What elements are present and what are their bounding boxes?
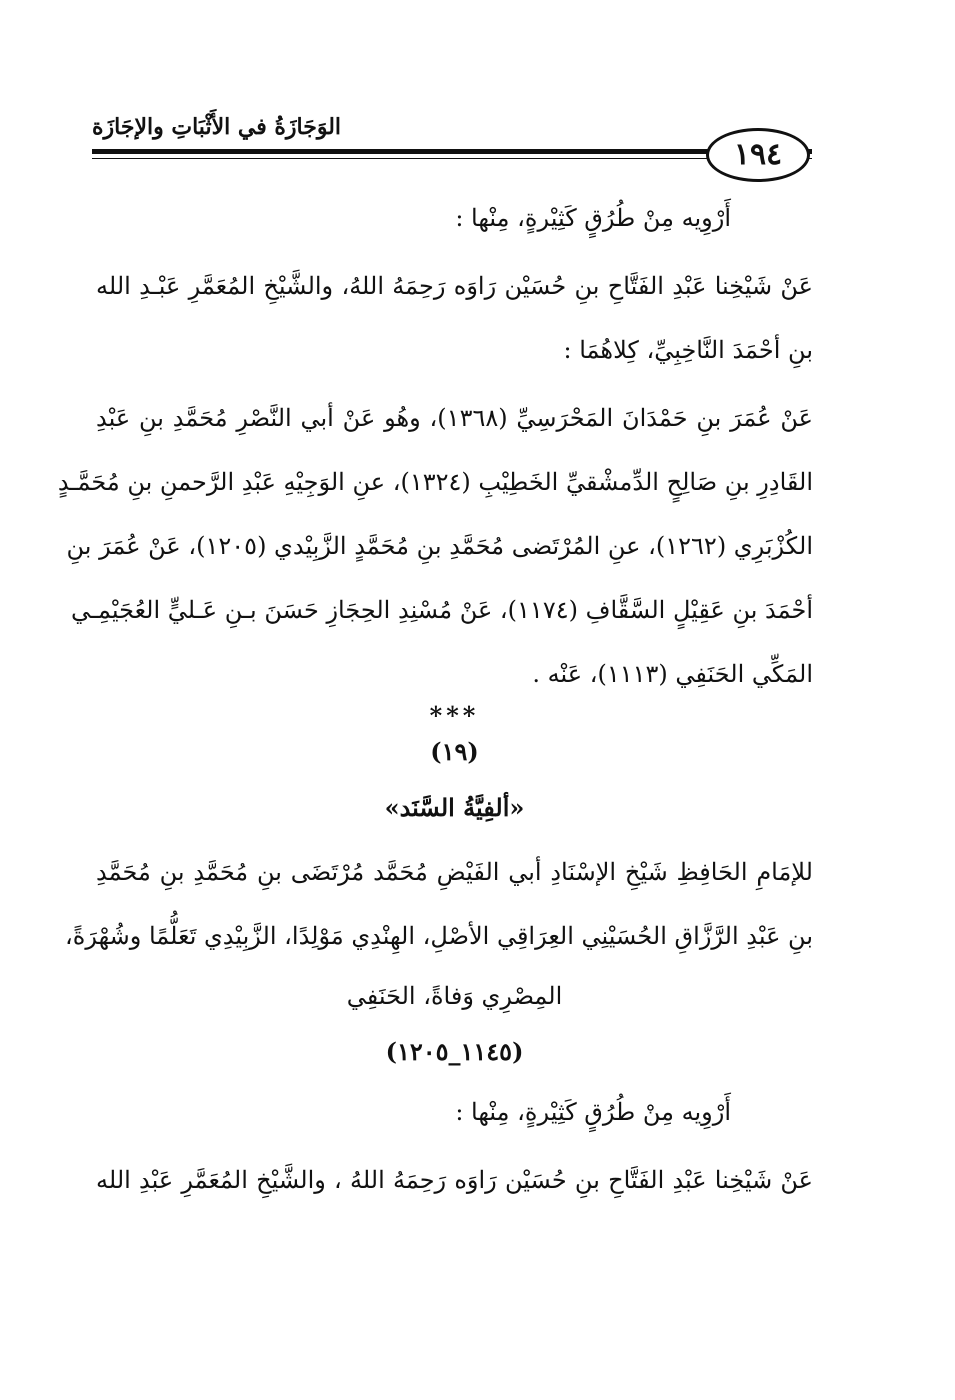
chain-line: القَادِرِ بنِ صَالِحٍ الدِّمشْقيِّ الخَطِيْبِ (١٣٢٤)، عنِ الوَجِيْهِ عَبْدِ الرَّحمنِ بنِ مُحَمَّـدٍ (57, 468, 813, 496)
section-number: (١٩) (430, 737, 479, 766)
author-line: بنِ عَبْدِ الرَّزَّاقِ الحُسَيْنِي العِرَاقِي الأصْلِ، الهِنْدِي مَوْلِدًا، الزَّبِيْدِي تَعَلُّمًا وشُهْرَةً، (65, 922, 813, 950)
chain-line: عَنْ عُمَرَ بنِ حَمْدَانَ المَحْرَسِيِّ (١٣٦٨)، وهُو عَنْ أبي النَّصْرِ مُحَمَّدِ بنِ عَبْدِ (96, 404, 813, 432)
chain-line: عَنْ شَيْخِنا عَبْدِ الفَتَّاحِ بنِ حُسَيْن رَاوَه رَحِمَهُ اللهُ ، والشَّيْخِ المُعَمَّرِ عَبْدِ الله (96, 1166, 813, 1194)
chain-line: بنِ أحْمَدَ النَّاخِبِيِّ، كِلاهُمَا : (563, 336, 813, 364)
section-intro: أَرْوِيه مِنْ طُرُقٍ كَثِيْرةٍ، مِنْها : (455, 204, 731, 232)
page-number: ١٩٤ (706, 128, 810, 182)
header-rule (92, 149, 812, 154)
section-title: «ألفِيَّةُ السَّنَد» (384, 793, 525, 822)
author-line: المِصْرِي وَفاةً، الحَنَفِي (346, 982, 563, 1010)
author-dates: (١١٤٥_١٢٠٥) (385, 1037, 524, 1066)
section-separator: *** (429, 701, 480, 730)
chain-line: الكُزْبَرِي (١٢٦٢)، عنِ المُرْتَضى مُحَمَّدِ بنِ مُحَمَّدٍ الزَّبِيْدي (١٢٠٥)، عَنْ عُمَرَ بنِ (66, 532, 813, 560)
chain-line: المَكِّي الحَنَفِي (١١١٣)، عَنْه . (532, 660, 813, 688)
chain-line: عَنْ شَيْخِنا عَبْدِ الفَتَّاحِ بنِ حُسَيْن رَاوَه رَحِمَهُ اللهُ، والشَّيْخِ المُعَمَّرِ عَبْـدِ الله (96, 272, 813, 300)
section-intro: أَرْوِيه مِنْ طُرُقٍ كَثِيْرةٍ، مِنْها : (455, 1098, 731, 1126)
chain-line: أحْمَدَ بنِ عَقِيْلٍ السَّقَّافِ (١١٧٤)، عَنْ مُسْنِدِ الحِجَازِ حَسَنَ بـنِ عَـليٍّ العُجَيْمِـي (70, 596, 813, 624)
header-rule-thin (92, 158, 812, 159)
author-line: للإمَامِ الحَافِظِ شَيْخِ الإسْنَادِ أبي الفَيْضِ مُحَمَّد مُرْتَضَى بنِ مُحَمَّدِ بنِ مُحَمَّدِ (96, 858, 813, 886)
running-title: الوَجَازَةُ في الأَثْبَاتِ والإجَازَة (92, 114, 342, 140)
